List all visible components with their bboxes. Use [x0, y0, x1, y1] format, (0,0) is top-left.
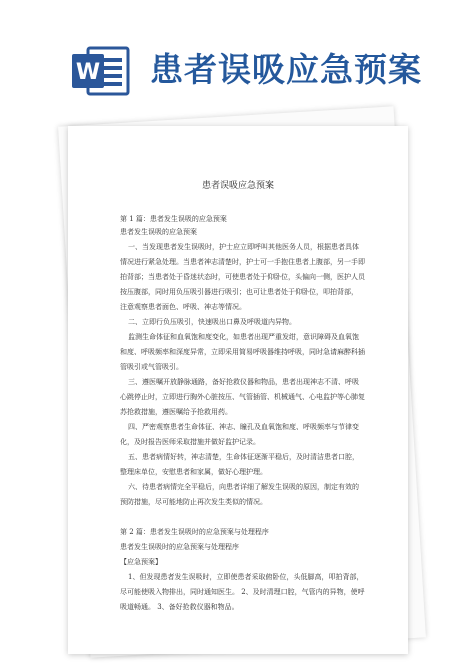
document-line: 化，及时报告医师采取措施并做好监护记录。: [120, 438, 260, 446]
svg-text:W: W: [75, 60, 101, 85]
document-line: 监测生命体征和血氧饱和度变化，如患者出现严重发绀，意识障碍及血氧饱: [128, 333, 359, 341]
document-line: 情况进行紧急处理。当患者神志清楚时，护士可一手抱住患者上腹部，另一手即: [120, 258, 365, 266]
document-line: 四、严密观察患者生命体征、神志、瞳孔及血氧饱和度、呼吸频率与节律变: [128, 423, 359, 431]
document-line: 第 1 篇：患者发生误吸的应急预案: [120, 215, 227, 223]
document-line: 管吸引或气管吸引。: [120, 363, 183, 371]
document-line: 患者发生误吸的应急预案: [120, 228, 197, 236]
document-line: 拍背部；当患者处于昏迷状态时，可使患者处于仰卧位，头偏向一侧，医护人员: [120, 273, 365, 281]
word-icon: [70, 40, 130, 100]
document-page: [68, 126, 408, 654]
page-title: 患者误吸应急预案: [150, 50, 422, 89]
document-line: 三、遵医嘱开放静脉通路，备好抢救仪器和物品，患者出现神志不清、呼吸: [128, 378, 359, 386]
document-line: 尽可能使吸入物排出，同时通知医生。 2、及时清理口腔，气管内的异物，使呼: [120, 588, 365, 596]
document-line: 五、患者病情好转，神志清楚，生命体征逐渐平稳后，及时清洁患者口腔，: [128, 453, 359, 461]
document-line: 一、当发现患者发生误吸时，护士应立即呼叫其他医务人员，根据患者具体: [128, 243, 359, 251]
document-line: 按压腹部，同时用负压吸引器进行吸引；也可让患者处于仰卧位，叩拍背部，: [120, 288, 358, 296]
document-line: 第 2 篇：患者发生误吸时的应急预案与处理程序: [120, 528, 269, 536]
document-line: 苏抢救措施，遵医嘱给予抢救用药。: [120, 408, 232, 416]
document-title: 患者误吸应急预案: [201, 181, 274, 191]
document-line: 预防措施，尽可能地防止再次发生类似的情况。: [120, 498, 267, 506]
document-line: 【应急预案】: [120, 558, 162, 566]
document-line: 吸道畅通。 3、备好抢救仪器和物品。: [120, 603, 239, 611]
document-line: 整理床单位，安慰患者和家属，做好心理护理。: [120, 468, 267, 476]
document-line: 二、立即行负压吸引，快速吸出口鼻及呼吸道内异物。: [128, 318, 296, 326]
document-line: 心跳停止时，立即进行胸外心脏按压、气管插管、机械通气、心电监护等心肺复: [120, 393, 365, 401]
page-header: [0, 0, 474, 110]
document-line: 和度、呼吸频率和深度异常，立即采用简易呼吸器维持呼吸，同时急请麻醉科插: [120, 348, 365, 356]
document-line: 注意观察患者面色、呼吸、神志等情况。: [120, 303, 246, 311]
document-line: 六、待患者病情完全平稳后，向患者详细了解发生误吸的原因，制定有效的: [128, 483, 359, 491]
document-line: 1、但发现患者发生误吸时，立即使患者采取俯卧位，头低脚高，叩拍背部，: [128, 573, 364, 581]
document-line: 患者发生误吸时的应急预案与处理程序: [120, 543, 239, 551]
